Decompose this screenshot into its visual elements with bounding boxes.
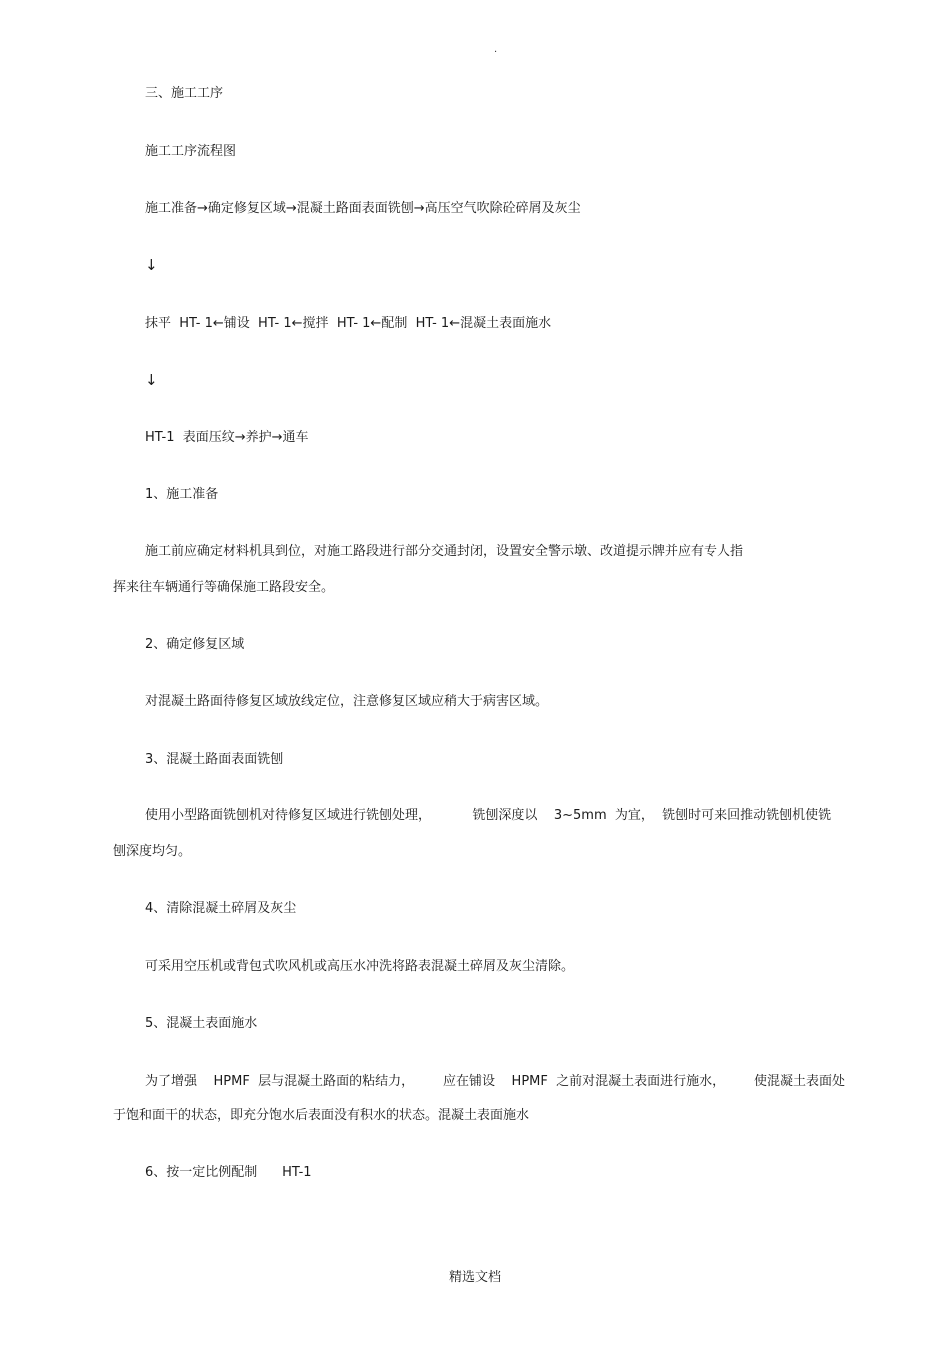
flow-line-3: HT-1 表面压纹→养护→通车 [145, 430, 309, 445]
item-3-heading: 3、混凝土路面表面铣刨 [145, 752, 284, 767]
flow-arrow-down-1: ↓ [145, 256, 158, 274]
flow-arrow-down-2: ↓ [145, 371, 158, 389]
flow-line-1: 施工准备→确定修复区域→混凝土路面表面铣刨→高压空气吹除砼碎屑及灰尘 [145, 201, 581, 216]
item-5-text-line-1: 为了增强 HPMF 层与混凝土路面的粘结力， 应在铺设 HPMF 之前对混凝土表面进行施水， 使混凝土表面处 [145, 1074, 846, 1089]
section-title: 三、施工工序 [145, 86, 224, 101]
item-2-heading: 2、确定修复区域 [145, 637, 245, 652]
flowchart-title: 施工工序流程图 [145, 144, 237, 159]
item-3-text-line-2: 刨深度均匀。 [113, 844, 192, 859]
header-dot: . [494, 44, 498, 55]
footer-label: 精选文档 [448, 1270, 501, 1285]
item-5-heading: 5、混凝土表面施水 [145, 1016, 258, 1031]
item-1-text-line-2: 挥来往车辆通行等确保施工路段安全。 [113, 580, 335, 595]
item-4-heading: 4、清除混凝土碎屑及灰尘 [145, 901, 297, 916]
item-3-text-line-1: 使用小型路面铣刨机对待修复区域进行铣刨处理， 铣刨深度以 3~5mm 为宜， 铣刨时可来回推动铣刨机使铣 [145, 808, 832, 823]
item-1-heading: 1、施工准备 [145, 487, 219, 502]
item-4-text: 可采用空压机或背包式吹风机或高压水冲洗将路表混凝土碎屑及灰尘清除。 [145, 959, 575, 974]
item-1-text-line-1: 施工前应确定材料机具到位，对施工路段进行部分交通封闭，设置安全警示墩、改道提示牌并应有专人指 [145, 544, 744, 559]
flow-line-2: 抹平 HT- 1←铺设 HT- 1←搅拌 HT- 1←配制 HT- 1←混凝土表面施水 [145, 316, 552, 331]
item-5-text-line-2: 于饱和面干的状态，即充分饱水后表面没有积水的状态。混凝土表面施水 [113, 1108, 530, 1123]
item-2-text: 对混凝土路面待修复区域放线定位，注意修复区域应稍大于病害区域。 [145, 694, 549, 709]
item-6-heading: 6、按一定比例配制 HT-1 [145, 1165, 312, 1180]
